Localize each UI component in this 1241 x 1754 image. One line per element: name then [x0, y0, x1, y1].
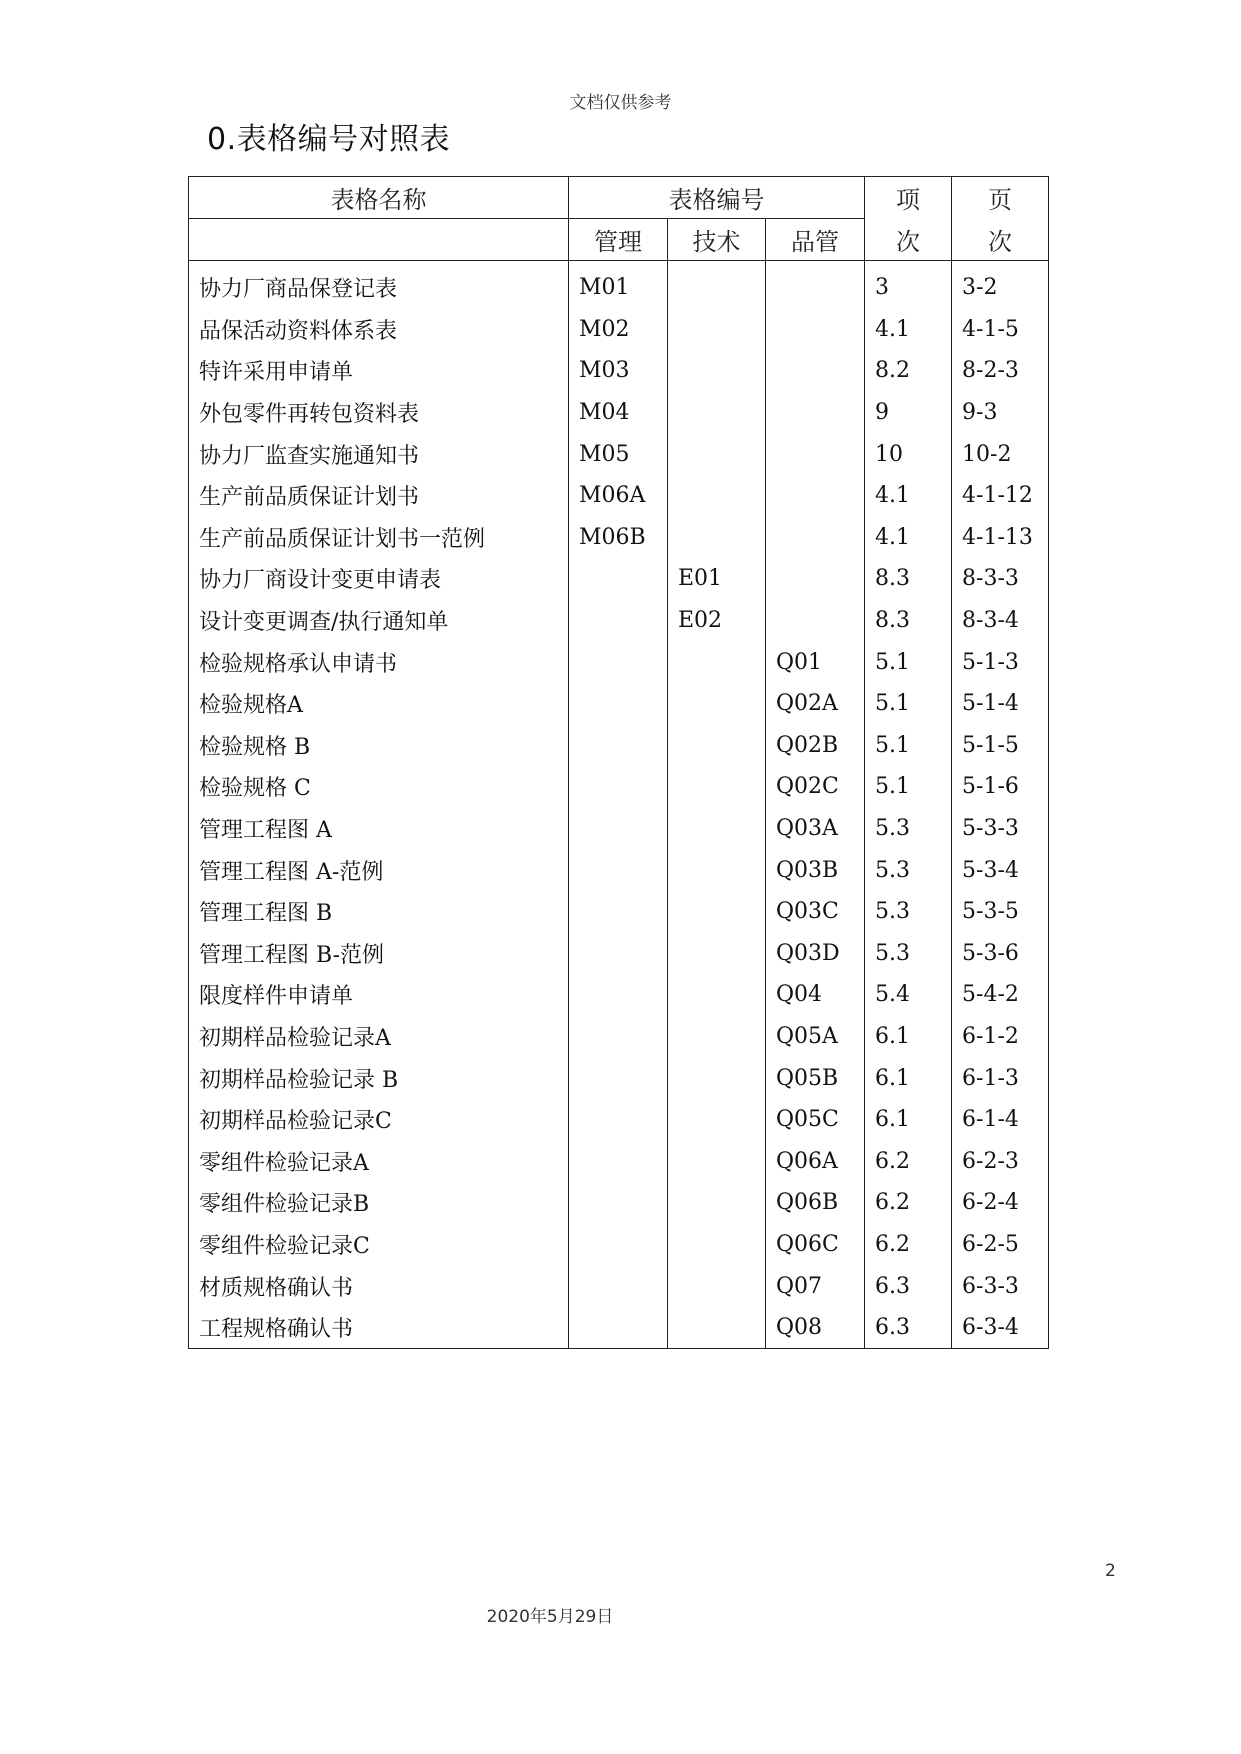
cell-mgmt-code — [569, 1016, 668, 1058]
cell-page: 5-1-3 — [952, 641, 1049, 683]
table-row — [189, 350, 1049, 392]
cell-qc-code — [766, 517, 865, 559]
cell-tech-code — [668, 1265, 766, 1307]
cell-item: 5.4 — [865, 974, 952, 1016]
cell-item: 6.1 — [865, 1016, 952, 1058]
cell-tech-code — [668, 309, 766, 351]
cell-page: 4-1-12 — [952, 475, 1049, 517]
cell-tech-code — [668, 1140, 766, 1182]
cell-item: 6.3 — [865, 1265, 952, 1307]
cell-tech-code — [668, 1057, 766, 1099]
cell-mgmt-code — [569, 1307, 668, 1349]
cell-mgmt-code: M01 — [569, 261, 668, 309]
cell-mgmt-code — [569, 683, 668, 725]
cell-item: 5.3 — [865, 933, 952, 975]
cell-page: 5-3-6 — [952, 933, 1049, 975]
cell-page: 5-3-4 — [952, 849, 1049, 891]
cell-qc-code: Q05A — [766, 1016, 865, 1058]
table-row — [189, 766, 1049, 808]
cell-form-name: 材质规格确认书 — [189, 1265, 569, 1307]
cell-page: 6-3-3 — [952, 1265, 1049, 1307]
cell-item: 8.3 — [865, 558, 952, 600]
cell-qc-code: Q07 — [766, 1265, 865, 1307]
cell-mgmt-code — [569, 1182, 668, 1224]
cell-tech-code — [668, 725, 766, 767]
cell-form-name: 品保活动资料体系表 — [189, 309, 569, 351]
page-title: 0.表格编号对照表 — [207, 122, 451, 157]
cell-form-name: 协力厂监查实施通知书 — [189, 433, 569, 475]
cell-page: 10-2 — [952, 433, 1049, 475]
table-row — [189, 808, 1049, 850]
cell-form-name: 检验规格 B — [189, 725, 569, 767]
header-note: 文档仅供参考 — [569, 93, 672, 113]
cell-qc-code — [766, 600, 865, 642]
cell-qc-code: Q06A — [766, 1140, 865, 1182]
cell-qc-code: Q06C — [766, 1224, 865, 1266]
cell-tech-code — [668, 849, 766, 891]
cell-item: 4.1 — [865, 517, 952, 559]
cell-page: 4-1-13 — [952, 517, 1049, 559]
cell-form-name: 零组件检验记录B — [189, 1182, 569, 1224]
cell-mgmt-code — [569, 1265, 668, 1307]
cell-form-name: 零组件检验记录A — [189, 1140, 569, 1182]
cell-qc-code: Q03A — [766, 808, 865, 850]
cell-qc-code: Q02A — [766, 683, 865, 725]
cell-form-name: 零组件检验记录C — [189, 1224, 569, 1266]
cell-mgmt-code: M05 — [569, 433, 668, 475]
cell-page: 9-3 — [952, 392, 1049, 434]
cell-mgmt-code — [569, 891, 668, 933]
cell-qc-code: Q03D — [766, 933, 865, 975]
header-form-code: 表格编号 — [569, 177, 865, 219]
header-form-name: 表格名称 — [189, 177, 569, 219]
cell-tech-code — [668, 350, 766, 392]
cell-qc-code: Q06B — [766, 1182, 865, 1224]
cell-item: 8.2 — [865, 350, 952, 392]
cell-qc-code: Q08 — [766, 1307, 865, 1349]
cell-form-name: 检验规格 C — [189, 766, 569, 808]
cell-form-name: 管理工程图 A — [189, 808, 569, 850]
cell-item: 6.1 — [865, 1057, 952, 1099]
table-row — [189, 433, 1049, 475]
cell-form-name: 设计变更调查/执行通知单 — [189, 600, 569, 642]
cell-qc-code: Q04 — [766, 974, 865, 1016]
cell-qc-code — [766, 350, 865, 392]
cell-qc-code — [766, 475, 865, 517]
cell-mgmt-code — [569, 1140, 668, 1182]
cell-item: 5.1 — [865, 725, 952, 767]
cell-form-name: 外包零件再转包资料表 — [189, 392, 569, 434]
page-number: 2 — [1105, 1561, 1116, 1581]
cell-form-name: 管理工程图 A-范例 — [189, 849, 569, 891]
cell-mgmt-code — [569, 641, 668, 683]
cell-item: 6.2 — [865, 1224, 952, 1266]
table-row — [189, 600, 1049, 642]
table-row — [189, 849, 1049, 891]
cell-form-name: 生产前品质保证计划书 — [189, 475, 569, 517]
cell-tech-code — [668, 766, 766, 808]
footer-date: 2020年5月29日 — [486, 1607, 614, 1627]
cell-mgmt-code — [569, 849, 668, 891]
cell-item: 5.3 — [865, 891, 952, 933]
cell-qc-code — [766, 261, 865, 309]
cell-form-name: 协力厂商品保登记表 — [189, 261, 569, 309]
cell-item: 8.3 — [865, 600, 952, 642]
cell-mgmt-code: M03 — [569, 350, 668, 392]
cell-item: 5.3 — [865, 808, 952, 850]
cell-item: 5.3 — [865, 849, 952, 891]
cell-page: 8-2-3 — [952, 350, 1049, 392]
cell-page: 4-1-5 — [952, 309, 1049, 351]
table-row — [189, 1140, 1049, 1182]
table-row — [189, 933, 1049, 975]
cell-tech-code — [668, 1224, 766, 1266]
cell-mgmt-code — [569, 600, 668, 642]
cell-page: 6-2-3 — [952, 1140, 1049, 1182]
cell-qc-code: Q05B — [766, 1057, 865, 1099]
cell-qc-code: Q03B — [766, 849, 865, 891]
cell-item: 6.3 — [865, 1307, 952, 1349]
cell-form-name: 特许采用申请单 — [189, 350, 569, 392]
table-header-row-bottom — [189, 219, 1049, 261]
cell-qc-code: Q01 — [766, 641, 865, 683]
cell-item: 3 — [865, 261, 952, 309]
cell-mgmt-code: M06A — [569, 475, 668, 517]
cell-page: 5-3-5 — [952, 891, 1049, 933]
cell-tech-code — [668, 1307, 766, 1349]
cell-page: 8-3-4 — [952, 600, 1049, 642]
cell-item: 4.1 — [865, 309, 952, 351]
cell-tech-code — [668, 475, 766, 517]
header-page-top: 页 — [952, 177, 1049, 219]
table-row — [189, 1265, 1049, 1307]
cell-form-name: 管理工程图 B — [189, 891, 569, 933]
cell-page: 5-3-3 — [952, 808, 1049, 850]
header-mgmt: 管理 — [569, 219, 668, 261]
cell-qc-code: Q02B — [766, 725, 865, 767]
table-row — [189, 1057, 1049, 1099]
cell-form-name: 初期样品检验记录 B — [189, 1057, 569, 1099]
cell-qc-code — [766, 392, 865, 434]
cell-form-name: 检验规格A — [189, 683, 569, 725]
cell-form-name: 工程规格确认书 — [189, 1307, 569, 1349]
cell-item: 5.1 — [865, 683, 952, 725]
table-header-row-top — [189, 177, 1049, 219]
table-row — [189, 1224, 1049, 1266]
cell-qc-code: Q03C — [766, 891, 865, 933]
cell-item: 10 — [865, 433, 952, 475]
cell-tech-code — [668, 1182, 766, 1224]
table-row — [189, 261, 1049, 309]
cell-item: 6.2 — [865, 1182, 952, 1224]
table-row — [189, 309, 1049, 351]
table-row — [189, 1182, 1049, 1224]
cell-mgmt-code — [569, 808, 668, 850]
cell-item: 9 — [865, 392, 952, 434]
cell-page: 6-2-5 — [952, 1224, 1049, 1266]
cell-page: 6-1-3 — [952, 1057, 1049, 1099]
header-item-top: 项 — [865, 177, 952, 219]
cell-tech-code — [668, 517, 766, 559]
header-qc: 品管 — [766, 219, 865, 261]
cell-tech-code — [668, 1016, 766, 1058]
cell-page: 5-1-6 — [952, 766, 1049, 808]
cell-qc-code — [766, 309, 865, 351]
cell-mgmt-code — [569, 1224, 668, 1266]
cell-form-name: 初期样品检验记录A — [189, 1016, 569, 1058]
cell-form-name: 管理工程图 B-范例 — [189, 933, 569, 975]
cell-qc-code: Q02C — [766, 766, 865, 808]
cell-item: 4.1 — [865, 475, 952, 517]
cell-qc-code — [766, 558, 865, 600]
cell-mgmt-code: M04 — [569, 392, 668, 434]
cell-tech-code — [668, 433, 766, 475]
table-row — [189, 1016, 1049, 1058]
cell-tech-code — [668, 392, 766, 434]
cell-mgmt-code — [569, 933, 668, 975]
table-row — [189, 517, 1049, 559]
cell-mgmt-code — [569, 766, 668, 808]
cell-form-name: 限度样件申请单 — [189, 974, 569, 1016]
cell-mgmt-code: M02 — [569, 309, 668, 351]
cell-item: 5.1 — [865, 641, 952, 683]
cell-form-name: 检验规格承认申请书 — [189, 641, 569, 683]
form-code-reference-table — [188, 176, 1049, 1349]
cell-form-name: 初期样品检验记录C — [189, 1099, 569, 1141]
table-row — [189, 725, 1049, 767]
table-row — [189, 891, 1049, 933]
cell-mgmt-code: M06B — [569, 517, 668, 559]
cell-mgmt-code — [569, 974, 668, 1016]
cell-tech-code: E01 — [668, 558, 766, 600]
cell-qc-code: Q05C — [766, 1099, 865, 1141]
cell-page: 6-1-4 — [952, 1099, 1049, 1141]
cell-tech-code — [668, 683, 766, 725]
cell-qc-code — [766, 433, 865, 475]
header-tech: 技术 — [668, 219, 766, 261]
cell-item: 5.1 — [865, 766, 952, 808]
cell-tech-code — [668, 933, 766, 975]
table-body — [189, 261, 1049, 1349]
cell-mgmt-code — [569, 558, 668, 600]
table-row — [189, 1099, 1049, 1141]
cell-page: 6-1-2 — [952, 1016, 1049, 1058]
cell-form-name: 生产前品质保证计划书一范例 — [189, 517, 569, 559]
cell-tech-code — [668, 891, 766, 933]
cell-tech-code — [668, 808, 766, 850]
cell-item: 6.1 — [865, 1099, 952, 1141]
cell-tech-code — [668, 1099, 766, 1141]
table-row — [189, 1307, 1049, 1349]
cell-page: 5-4-2 — [952, 974, 1049, 1016]
table-row — [189, 392, 1049, 434]
cell-tech-code: E02 — [668, 600, 766, 642]
header-form-name-blank — [189, 219, 569, 261]
cell-tech-code — [668, 261, 766, 309]
cell-item: 6.2 — [865, 1140, 952, 1182]
header-item-bottom: 次 — [865, 219, 952, 261]
cell-mgmt-code — [569, 1099, 668, 1141]
table-row — [189, 641, 1049, 683]
cell-page: 6-2-4 — [952, 1182, 1049, 1224]
cell-page: 5-1-4 — [952, 683, 1049, 725]
cell-page: 5-1-5 — [952, 725, 1049, 767]
cell-mgmt-code — [569, 725, 668, 767]
table-row — [189, 475, 1049, 517]
table-row — [189, 558, 1049, 600]
cell-tech-code — [668, 641, 766, 683]
cell-form-name: 协力厂商设计变更申请表 — [189, 558, 569, 600]
table-row — [189, 974, 1049, 1016]
cell-page: 8-3-3 — [952, 558, 1049, 600]
table-row — [189, 683, 1049, 725]
cell-page: 3-2 — [952, 261, 1049, 309]
cell-page: 6-3-4 — [952, 1307, 1049, 1349]
cell-mgmt-code — [569, 1057, 668, 1099]
cell-tech-code — [668, 974, 766, 1016]
header-page-bottom: 次 — [952, 219, 1049, 261]
